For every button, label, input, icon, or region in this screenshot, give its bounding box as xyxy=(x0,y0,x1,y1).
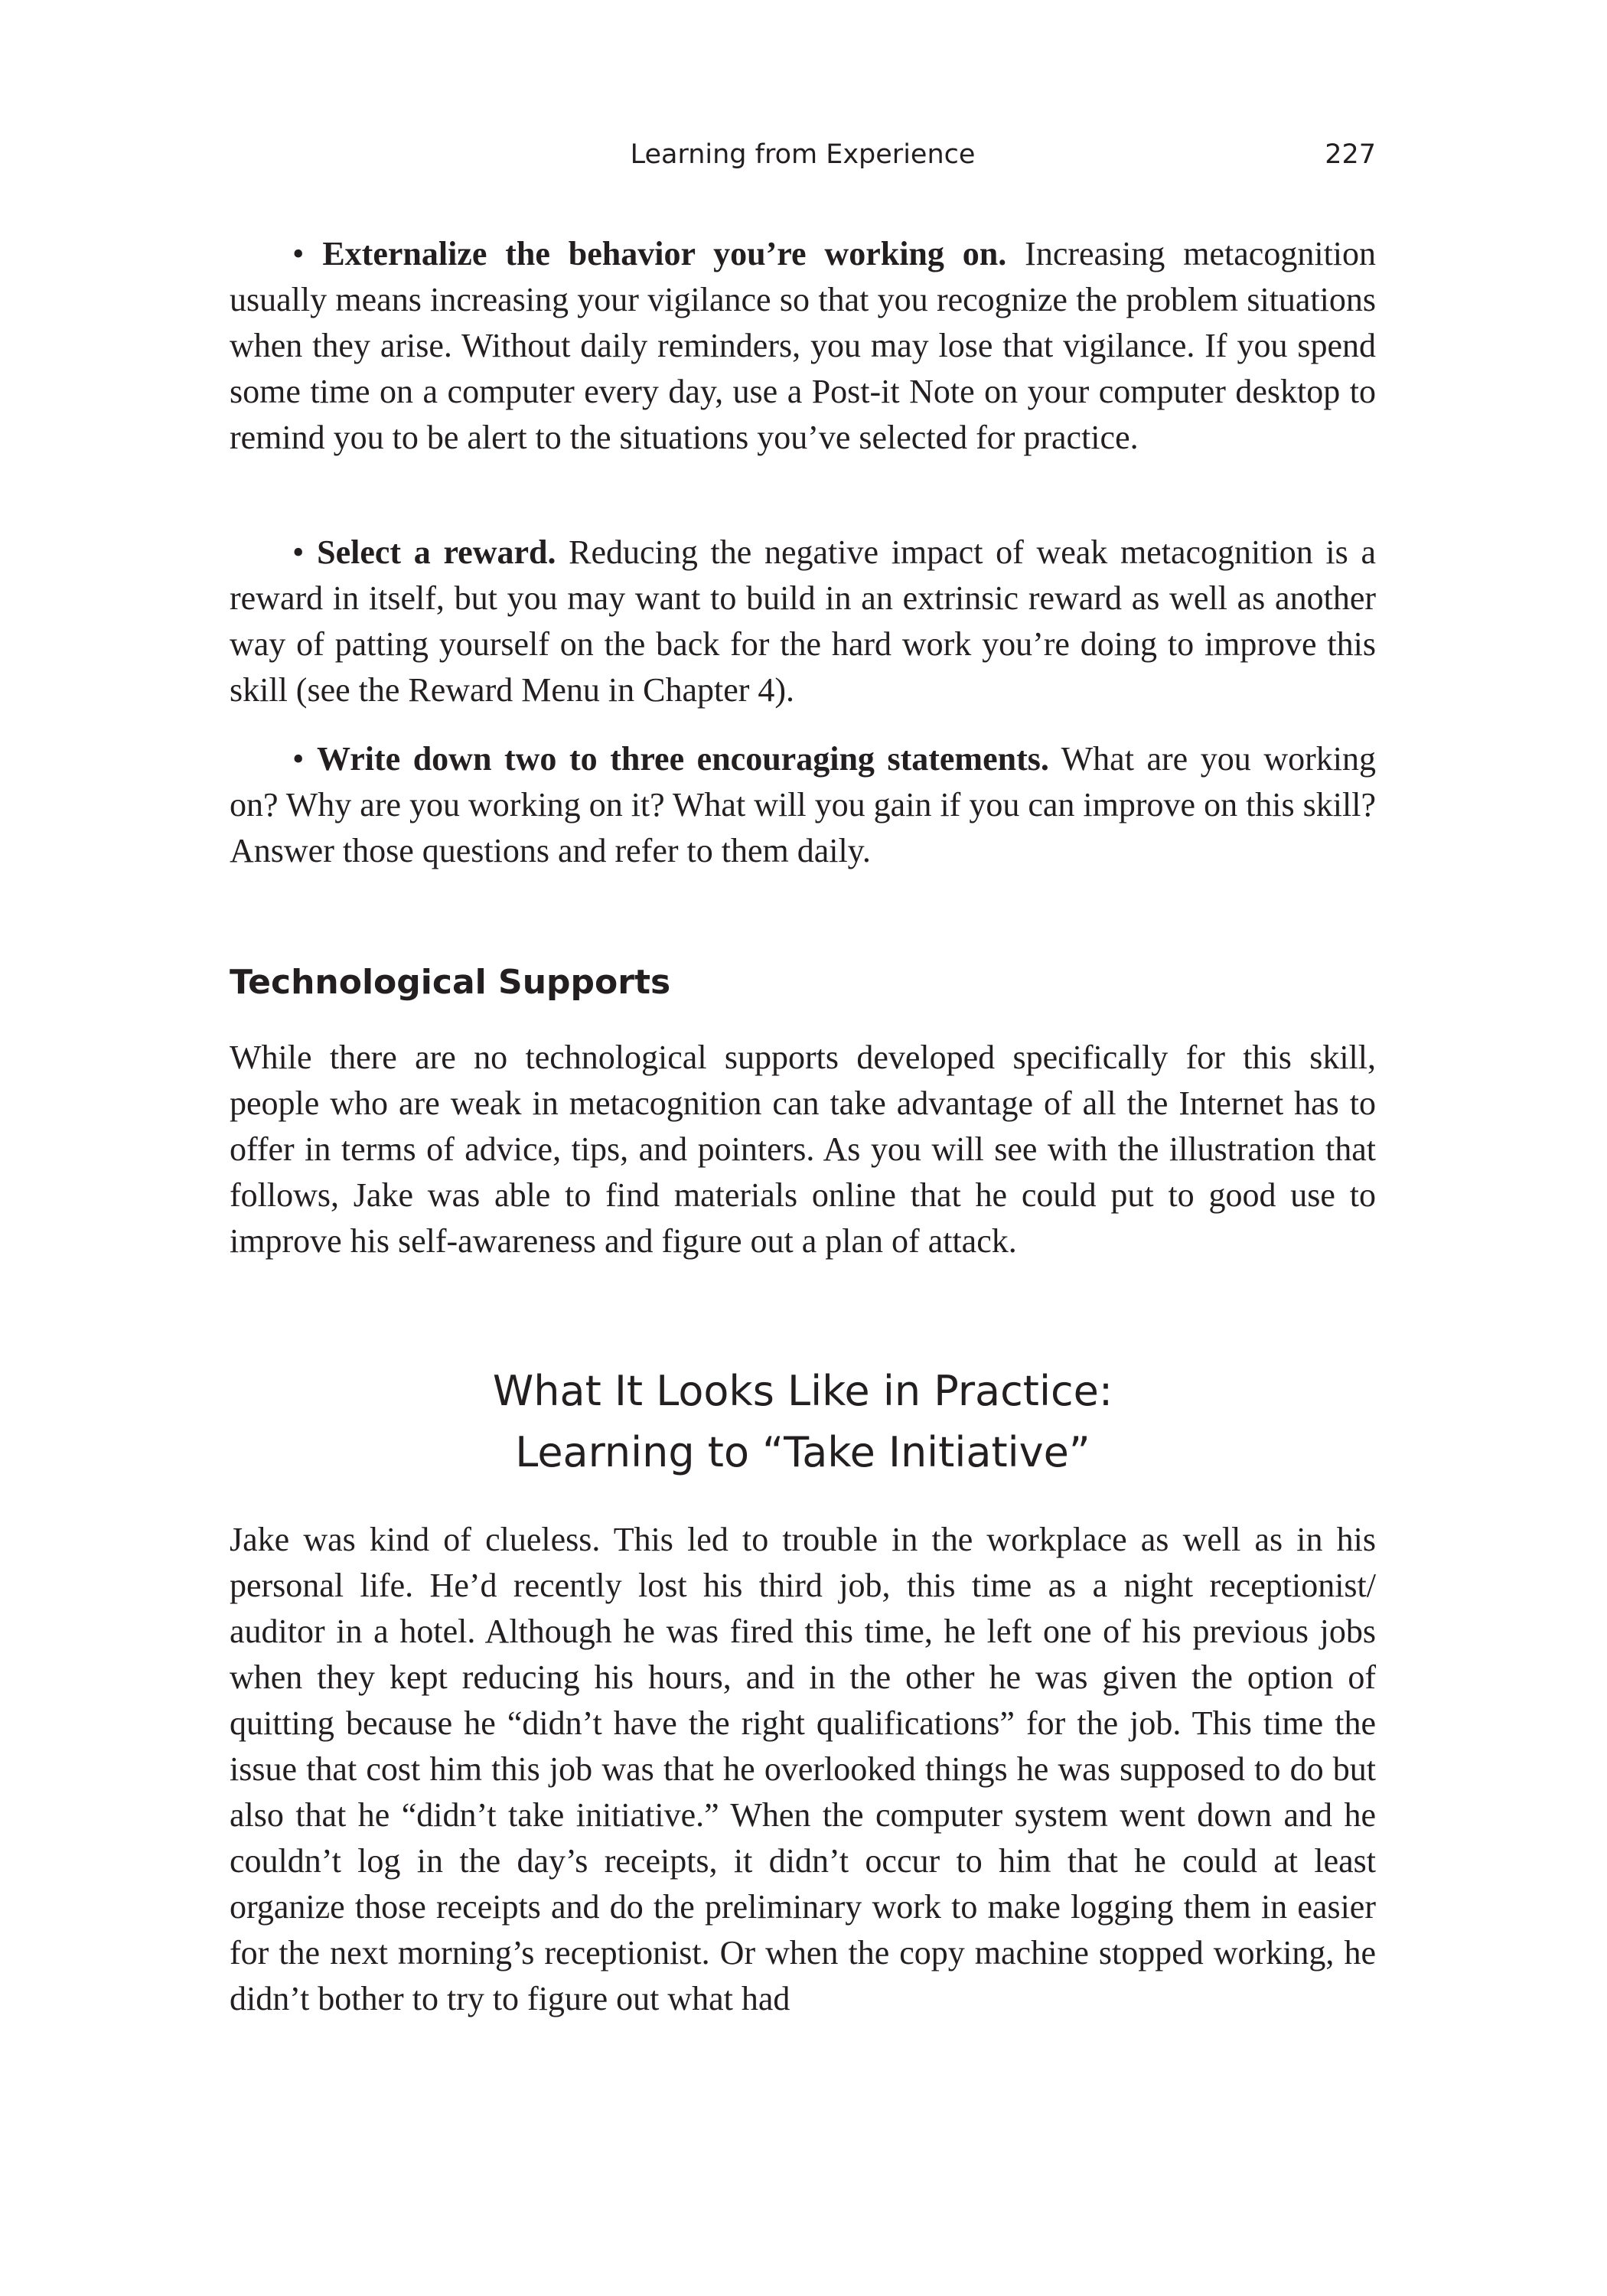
page-number: 227 xyxy=(1325,139,1376,170)
bullet-lead: Write down two to three encouraging statements. xyxy=(316,740,1049,778)
tech-supports-heading: Technological Supports xyxy=(230,963,671,1002)
bullet-marker: • xyxy=(292,235,305,272)
bullet-select-reward xyxy=(230,530,1376,713)
bullet-encouraging-statements xyxy=(230,736,1376,874)
bullet-marker: • xyxy=(292,533,305,571)
bullet-text: Increasing metacognition usually means increasing your vigilance so that you recognize the problem situations when they arise. Without daily reminders, you may lose that vigilance. If you spend some time on a computer every day, use a Post-it Note on your computer desktop to remind you to be alert to the situations you’ve selected for practice. xyxy=(230,235,1377,456)
practice-paragraph: Jake was kind of clueless. This led to trouble in the workplace as well as in his personal life. He’d recently lost his third job, this time as a night receptionist/ auditor in a hotel. Although he was fired this time, he left one of his previous jobs when they kept reducing his hours, and in the other he was given the option of quitting because he “didn’t have the right qualifications” for the job. This time the issue that cost him this job was that he overlooked things he was supposed to do but also that he “didn’t take initiative.” When the computer system went down and he couldn’t log in the day’s receipts, it didn’t occur to him that he could at least organize those receipts and do the preliminary work to make logging them in easier for the next morning’s receptionist. Or when the copy machine stopped working, he didn’t bother to try to figure out what had xyxy=(230,1521,1376,2017)
practice-title-line2: Learning to “Take Initiative” xyxy=(515,1428,1090,1476)
tech-supports-paragraph: While there are no technological supports developed specifically for this skill, people who are weak in metacognition can take advantage of all the Internet has to offer in terms of advice, tips, and pointers. As you will see with the illustration that follows, Jake was able to find materials online that he could put to good use to improve his self-awareness and figure out a plan of attack. xyxy=(230,1039,1376,1260)
practice-title-line1: What It Looks Like in Practice: xyxy=(492,1367,1113,1415)
bullet-text: What are you working on? Why are you working on it? What will you gain if you can improve on this skill? Answer those questions and refer to them daily. xyxy=(230,740,1377,869)
bullet-lead: Select a reward. xyxy=(317,533,556,571)
bullet-externalize-behavior xyxy=(230,231,1376,461)
bullet-lead: Externalize the behavior you’re working on. xyxy=(322,235,1007,272)
running-head-title: Learning from Experience xyxy=(630,139,976,170)
bullet-text: Reducing the negative impact of weak metacognition is a reward in itself, but you may want to build in an extrinsic reward as well as another way of patting yourself on the back for the hard work you’re doing to improve this skill (see the Reward Menu in Chapter 4). xyxy=(230,533,1376,709)
bullet-marker: • xyxy=(292,740,305,778)
practice-section-title xyxy=(230,1361,1376,1483)
running-head xyxy=(230,136,1376,173)
